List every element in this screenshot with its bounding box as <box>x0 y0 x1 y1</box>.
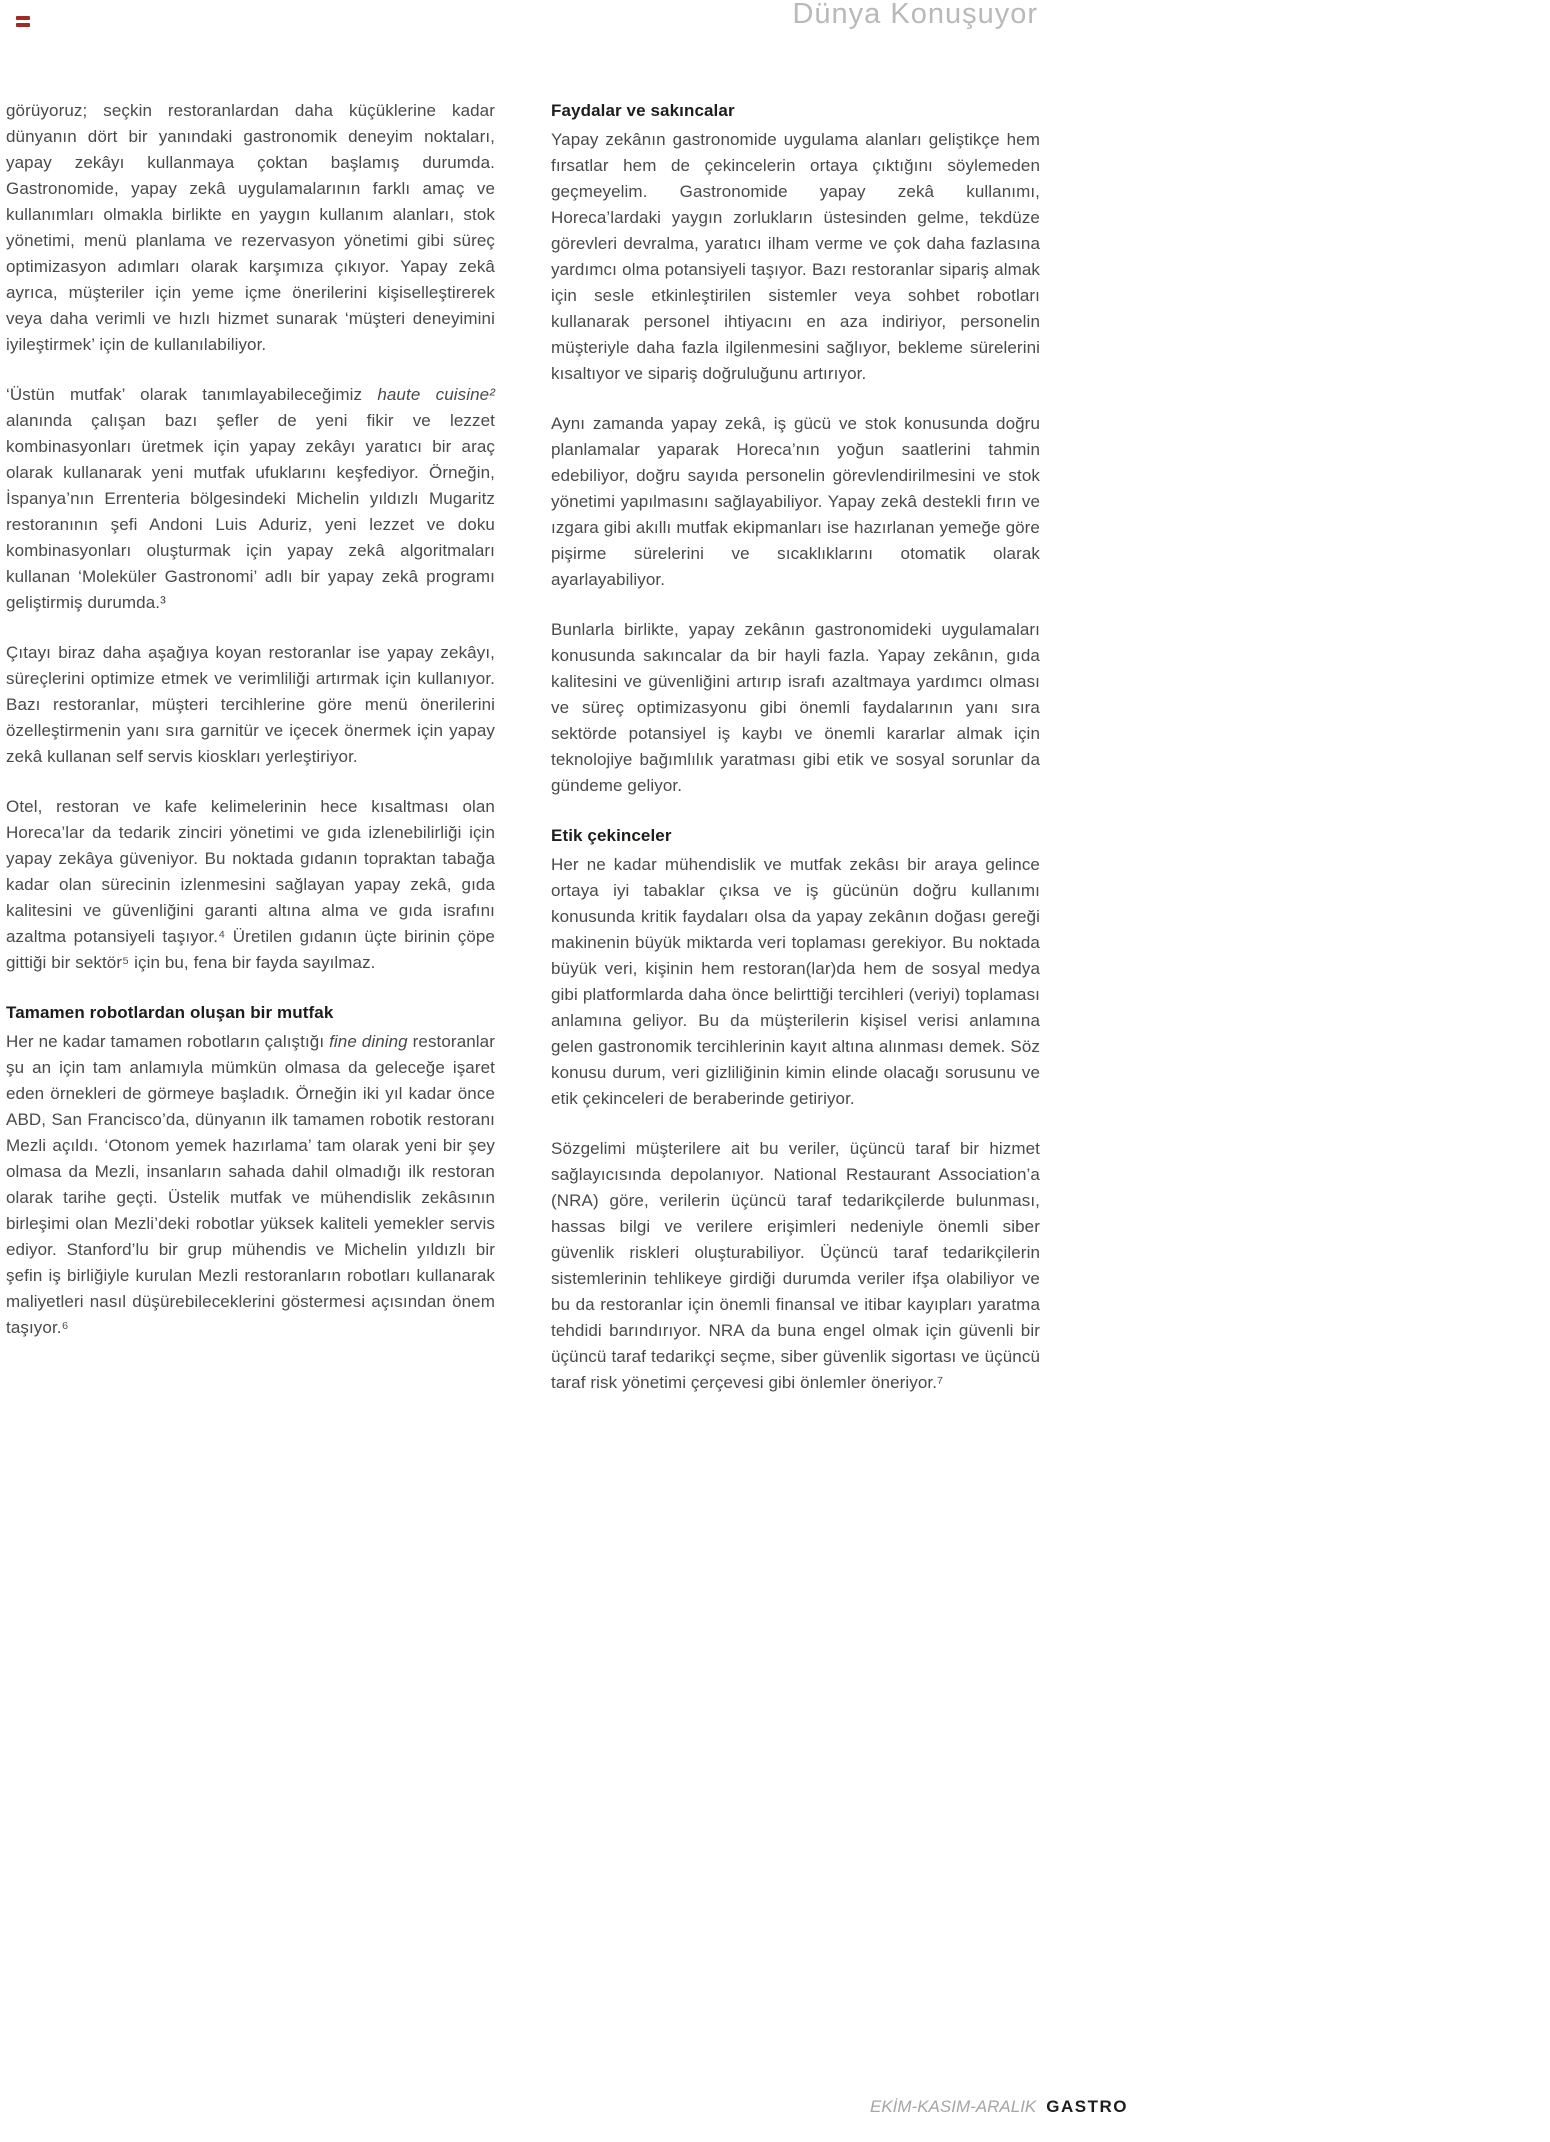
body-paragraph <box>6 1029 495 1341</box>
body-paragraph: Otel, restoran ve kafe kelimelerinin hece kısaltması olan Horeca’lar da tedarik zinciri yönetimi ve gıda izlenebilirliği için yapay zekâya güveniyor. Bu noktada gıdanın topraktan tabağa kadar olan sürecinin izlenmesini sağlayan yapay zekâ, gıda kalitesini ve güvenliğini garanti altına alma ve gıda israfını azaltma potansiyeli taşıyor.⁴ Üretilen gıdanın üçte birinin çöpe gittiği bir sektör⁵ için bu, fena bir fayda sayılmaz. <box>6 797 495 972</box>
italic-term: haute cuisine² <box>377 385 495 404</box>
body-paragraph: Bunlarla birlikte, yapay zekânın gastronomideki uygulamaları konusunda sakıncalar da bir hayli fazla. Yapay zekânın, gıda kalitesini ve güvenliğini artırıp israfı azaltmaya yardımcı olması ve süreç optimizasyonu gibi önemli faydalarının yanı sıra sektörde potansiyel iş kaybı ve önemli kararlar almak için teknolojiye bağımlılık yaratması gibi etik ve sosyal sorunlar da gündeme geliyor. <box>551 620 1040 795</box>
left-column <box>6 98 495 1420</box>
text-segment: Her ne kadar tamamen robotların çalıştığı <box>6 1032 330 1051</box>
text-segment: ‘Üstün mutfak’ olarak tanımlayabileceğimiz <box>6 385 378 404</box>
footer-brand-label: GASTRO <box>1046 2097 1128 2116</box>
right-column <box>551 98 1040 1420</box>
italic-term: fine dining <box>329 1032 408 1051</box>
footer-issue-label: EKİM-KASIM-ARALIK <box>870 2097 1037 2116</box>
body-paragraph <box>6 382 495 616</box>
body-paragraph: Aynı zamanda yapay zekâ, iş gücü ve stok konusunda doğru planlamalar yaparak Horeca’nın yoğun saatlerini tahmin edebiliyor, doğru sayıda personelin görevlendirilmesini ve stok yönetimi yapılmasını sağlayabiliyor. Yapay zekâ destekli fırın ve ızgara gibi akıllı mutfak ekipmanları ise hazırlanan yemeğe göre pişirme sürelerini ve sıcaklıklarını otomatik olarak ayarlayabiliyor. <box>551 414 1040 589</box>
page-footer <box>870 2096 1128 2118</box>
body-paragraph: Her ne kadar mühendislik ve mutfak zekâsı bir araya gelince ortaya iyi tabaklar çıksa ve iş gücünün doğru kullanımı konusunda kritik faydaları olsa da yapay zekânın doğası gereği makinenin büyük miktarda veri toplaması gerekiyor. Bu noktada büyük veri, kişinin hem restoran(lar)da hem de sosyal medya gibi platformlarda daha önce belirttiği tercihleri (veriyi) toplaması anlamına geliyor. Bu da müşterilerin kişisel verisi anlamına gelen gastronomik tercihlerinin kayıt altına alınması demek. Söz konusu durum, veri gizliliğinin kimin elinde olacağı sorusunu ve etik çekinceleri de beraberinde getiriyor. <box>551 855 1040 1108</box>
body-paragraph: Yapay zekânın gastronomide uygulama alanları geliştikçe hem fırsatlar hem de çekincelerin ortaya çıktığını söylemeden geçmeyelim. Gastronomide yapay zekâ kullanımı, Horeca’lardaki yaygın zorlukların üstesinden gelme, tekdüze görevleri devralma, yaratıcı ilham verme ve çok daha fazlasına yardımcı olma potansiyeli taşıyor. Bazı restoranlar sipariş almak için sesle etkinleştirilen sistemler veya sohbet robotları kullanarak personel ihtiyacını en aza indiriyor, personelin müşteriyle daha fazla ilgilenmesini sağlıyor, bekleme sürelerini kısaltıyor ve sipariş doğruluğunu artırıyor. <box>551 130 1040 383</box>
body-paragraph: Çıtayı biraz daha aşağıya koyan restoranlar ise yapay zekâyı, süreçlerini optimize etmek ve verimliliği artırmak için kullanıyor. Bazı restoranlar, müşteri tercihlerine göre menü önerilerini özelleştirmenin yanı sıra garnitür ve içecek önermek için yapay zekâ kullanan self servis kioskları yerleştiriyor. <box>6 643 495 766</box>
article-body <box>6 98 1040 1420</box>
body-paragraph: Sözgelimi müşterilere ait bu veriler, üçüncü taraf bir hizmet sağlayıcısında depolanıyor. National Restaurant Association’a (NRA) göre, verilerin üçüncü taraf tedarikçilerde bulunması, hassas bilgi ve verilere erişimleri nedeniyle önemli siber güvenlik riskleri oluşturabiliyor. Üçüncü taraf tedarikçilerin sistemlerinin tehlikeye girdiği durumda veriler ifşa olabiliyor ve bu da restoranlar için önemli finansal ve itibar kayıpları yaratma tehdidi barındırıyor. NRA da buna engel olmak için güvenli bir üçüncü taraf tedarikçi seçme, siber güvenlik sigortası ve üçüncü taraf risk yönetimi çerçevesi gibi önlemler öneriyor.⁷ <box>551 1139 1040 1392</box>
running-header-title: Dünya Konuşuyor <box>792 0 1038 30</box>
section-heading-robot-kitchen: Tamamen robotlardan oluşan bir mutfak <box>6 1003 334 1022</box>
text-segment: restoranlar şu an için tam anlamıyla mümkün olmasa da geleceğe işaret eden örnekleri de görmeye başladık. Örneğin iki yıl kadar önce ABD, San Francisco’da, dünyanın ilk tamamen robotik restoranı Mezli açıldı. ‘Otonom yemek hazırlama’ tam olarak yeni bir şey olmasa da Mezli, insanların sahada dahil olmadığı ilk restoran olarak tarihe geçti. Üstelik mutfak ve mühendislik zekâsının birleşimi olan Mezli’deki robotlar yüksek kaliteli yemekler servis ediyor. Stanford’lu bir grup mühendis ve Michelin yıldızlı bir şefin iş birliğiyle kurulan Mezli restoranların robotları kullanarak maliyetleri nasıl düşürebileceklerini göstermesi açısından önem taşıyor.⁶ <box>6 1032 495 1337</box>
text-segment: alanında çalışan bazı şefler de yeni fikir ve lezzet kombinasyonları üretmek için yapay zekâyı yaratıcı bir araç olarak kullanarak yeni mutfak ufuklarını keşfediyor. Örneğin, İspanya’nın Errenteria bölgesindeki Michelin yıldızlı Mugaritz restoranının şefi Andoni Luis Aduriz, yeni lezzet ve doku kombinasyonları oluşturmak için yapay zekâ algoritmaları kullanan ‘Moleküler Gastronomi’ adlı bir yapay zekâ programı geliştirmiş durumda.³ <box>6 411 495 612</box>
section-heading-benefits-drawbacks: Faydalar ve sakıncalar <box>551 101 735 120</box>
section-heading-ethical-concerns: Etik çekinceler <box>551 826 672 845</box>
body-paragraph: görüyoruz; seçkin restoranlardan daha küçüklerine kadar dünyanın dört bir yanındaki gastronomik deneyim noktaları, yapay zekâyı kullanmaya çoktan başlamış durumda. Gastronomide, yapay zekâ uygulamalarının farklı amaç ve kullanımları olmakla birlikte en yaygın kullanım alanları, stok yönetimi, menü planlama ve rezervasyon yönetimi gibi süreç optimizasyon adımları olarak karşımıza çıkıyor. Yapay zekâ ayrıca, müşteriler için yeme içme önerilerini kişiselleştirerek veya daha verimli ve hızlı hizmet sunarak ‘müşteri deneyimini iyileştirmek’ için de kullanılabiliyor. <box>6 101 495 354</box>
